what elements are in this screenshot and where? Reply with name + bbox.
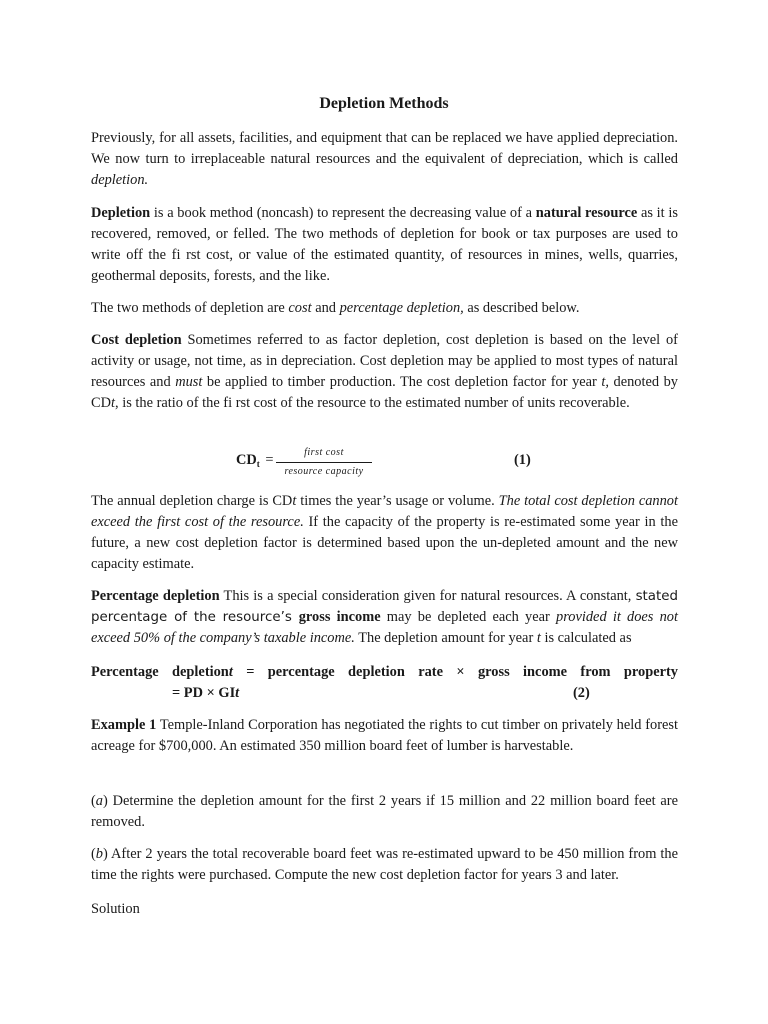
- methods-paragraph: The two methods of depletion are cost and percentage depletion, as described below.: [91, 300, 580, 316]
- equation-2-line-2: = PD × GIt: [172, 685, 240, 701]
- solution-heading: Solution: [91, 901, 140, 917]
- intro-paragraph: Previously, for all assets, facilities, and equipment that can be replaced we have applied depreciation. We now turn to irreplaceable natural resources and the equivalent of depreciation, which is called depletion.: [91, 130, 678, 188]
- fraction-bar: [276, 462, 372, 463]
- equation-1-denominator: resource capacity: [284, 466, 364, 477]
- example-1-paragraph: Example 1 Temple-Inland Corporation has negotiated the rights to cut timber on privately held forest acreage for $700,000. An estimated 350 million board feet of lumber is harvestable.: [91, 717, 678, 754]
- equation-2-number: (2): [573, 685, 590, 701]
- percentage-depletion-paragraph: Percentage depletion This is a special consideration given for natural resources. A constant, stated percentage of the resource’s gross income may be depleted each year provided it does not exceed 50% of the company’s taxable income. The depletion amount for year t is calculated as: [91, 588, 678, 646]
- depletion-definition-paragraph: Depletion is a book method (noncash) to represent the decreasing value of a natural resource as it is recovered, removed, or felled. The two methods of depletion for book or tax purposes are used to write off the fi rst cost, or value of the estimated quantity, of resources in mines, wells, quarries, geothermal deposits, forests, and the like.: [91, 205, 678, 284]
- equation-2-line-1: Percentage depletiont = percentage depletion rate × gross income from property: [91, 664, 678, 680]
- annual-charge-paragraph: The annual depletion charge is CDt times the year’s usage or volume. The total cost depletion cannot exceed the first cost of the resource. If the capacity of the property is re-estimated some year in the future, a new cost depletion factor is determined based upon the un-depleted amount and the new capacity estimate.: [91, 493, 678, 572]
- example-part-b: (b) After 2 years the total recoverable board feet was re-estimated upward to be 450 million from the time the rights were purchased. Compute the new cost depletion factor for years 3 and later.: [91, 846, 678, 883]
- equation-1-numerator: first cost: [304, 447, 344, 458]
- cost-depletion-paragraph: Cost depletion Sometimes referred to as factor depletion, cost depletion is based on the level of activity or usage, not time, as in depreciation. Cost depletion may be applied to most types of natural resources and must be applied to timber production. The cost depletion factor for year t, denoted by CDt, is the ratio of the fi rst cost of the resource to the estimated number of units recoverable.: [91, 332, 678, 411]
- example-part-a: (a) Determine the depletion amount for the first 2 years if 15 million and 22 million board feet are removed.: [91, 793, 678, 830]
- equation-1-lhs: $CD_t$ =: [236, 452, 274, 469]
- equation-1-number: (1): [514, 452, 531, 468]
- equation-1-fraction: [276, 446, 372, 479]
- page-title: Depletion Methods: [319, 95, 449, 112]
